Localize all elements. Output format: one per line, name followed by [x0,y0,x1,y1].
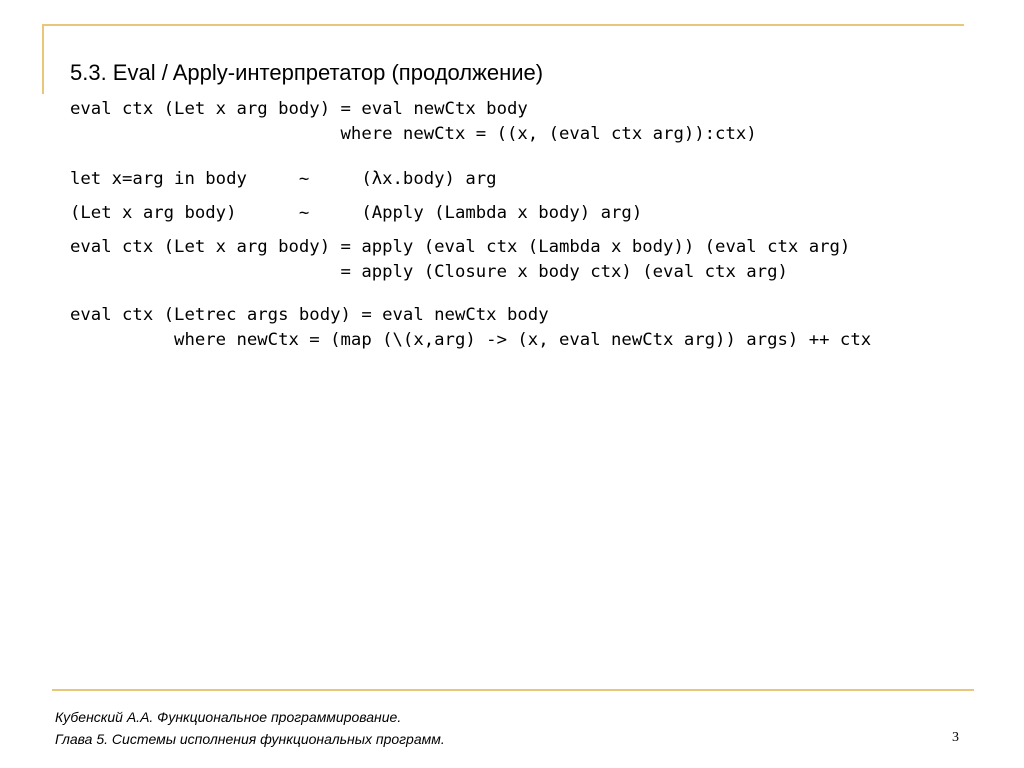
top-accent-rule [42,24,964,26]
slide-title: 5.3. Eval / Apply-интерпретатор (продолжение) [70,60,544,85]
code-block-let-apply-equivalence: (Let x arg body) ~ (Apply (Lambda x body) arg) [70,203,643,223]
footer-chapter-line: Глава 5. Системы исполнения функциональных программ. [55,731,445,747]
left-accent-rule [42,24,44,94]
code-block-let-eval: eval ctx (Let x arg body) = eval newCtx body where newCtx = ((x, (eval ctx arg)):ctx) [70,99,757,144]
code-block-letrec-eval: eval ctx (Letrec args body) = eval newCtx body where newCtx = (map (\(x,arg) -> (x, eval newCtx arg)) args) ++ ctx [70,305,872,350]
code-block-let-apply-eval: eval ctx (Let x arg body) = apply (eval ctx (Lambda x body)) (eval ctx arg) = apply (Closure x body ctx) (eval ctx arg) [70,237,851,282]
footer-accent-rule [52,689,974,691]
code-block-let-lambda-equivalence: let x=arg in body ~ (λx.body) arg [70,169,497,189]
footer-author-line: Кубенский А.А. Функциональное программирование. [55,709,402,725]
page-number: 3 [952,730,959,745]
